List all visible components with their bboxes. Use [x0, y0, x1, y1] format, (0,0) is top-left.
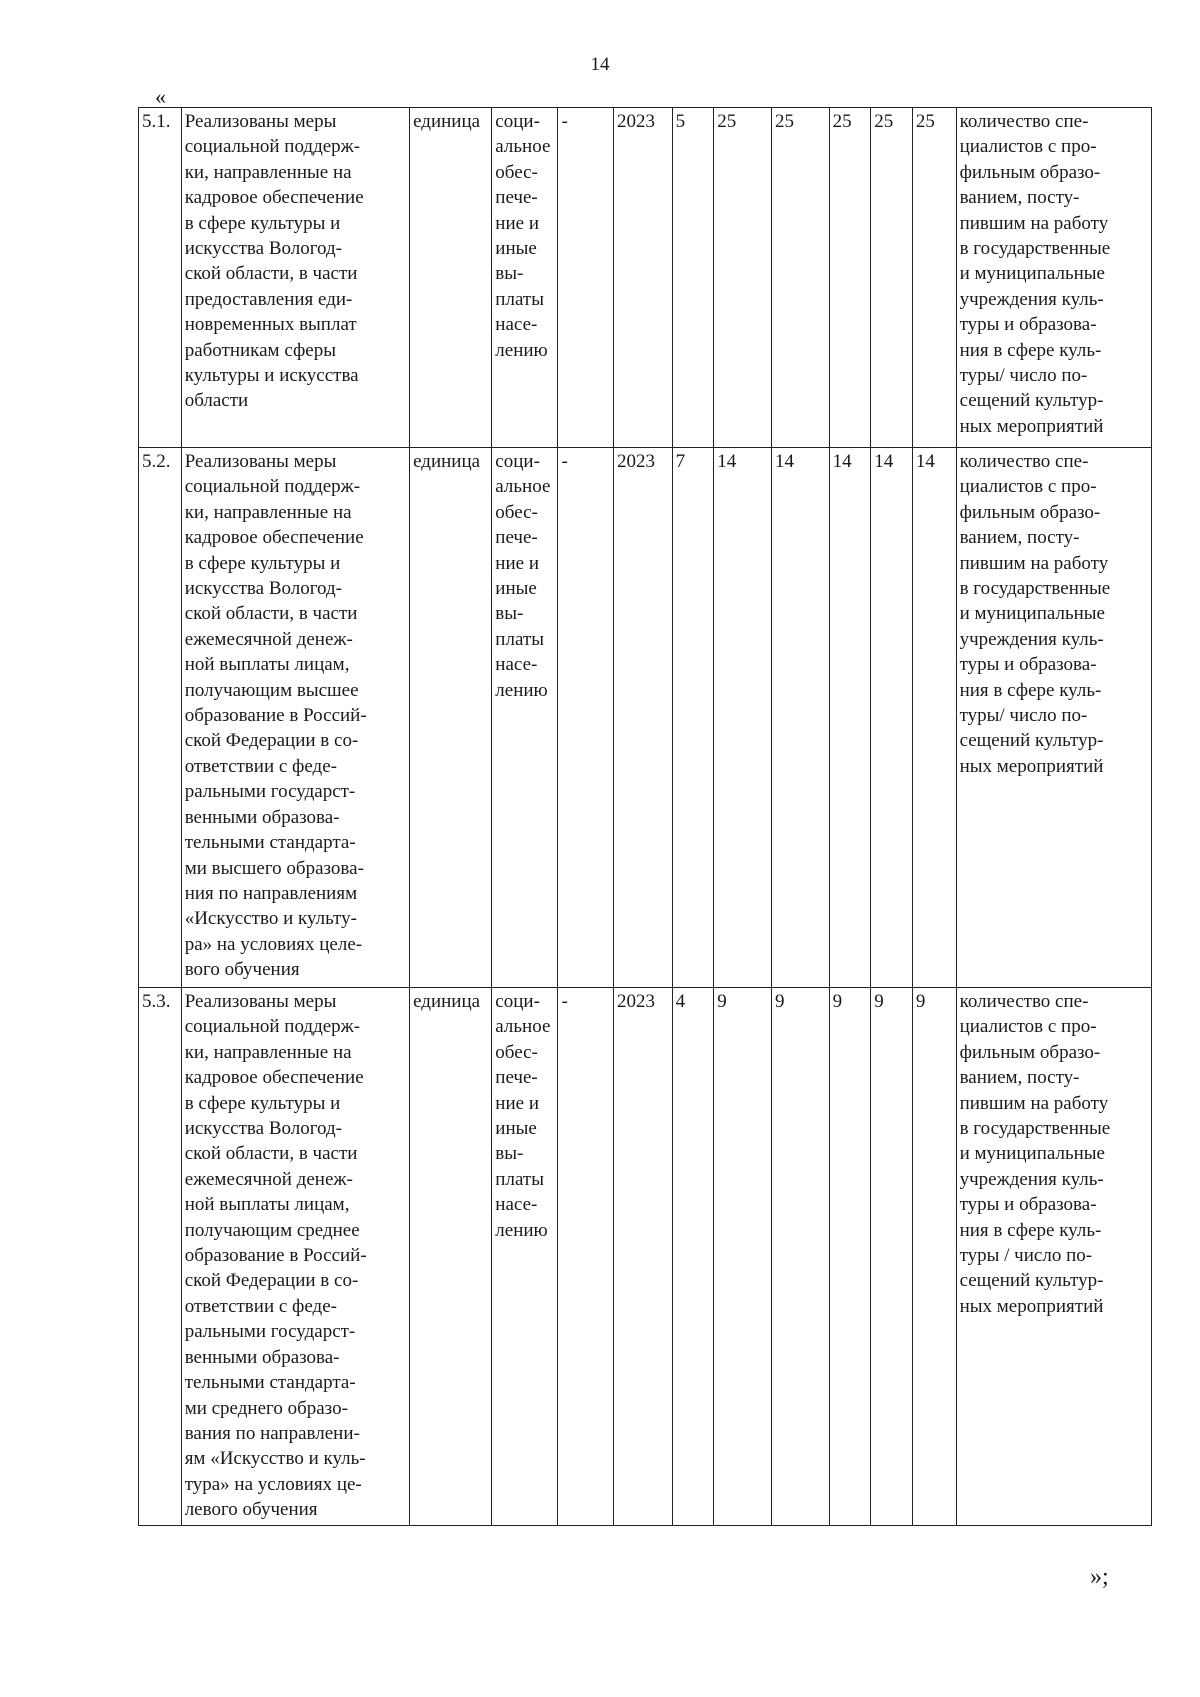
indicator-cell: количество спе- циалистов с про- фильным образо- ванием, посту- пившим на работу в государственные и муниципальные учреждения куль- туры и образова- ния в сфере куль- туры/ число по- сещений культур- ных мероприятий — [956, 108, 1151, 448]
result-name-cell: Реализованы меры социальной поддерж- ки, направленные на кадровое обеспечение в сфере культуры и искусства Вологод- ской области, в части ежемесячной денеж- ной выплаты лицам, получающим среднее образование в Россий- ской Федерации в со- ответствии с феде- ральными государст- венными образова- тельными стандарта- ми среднего образо- вания по направлени- ям «Искусство и куль- тура» на условиях це- левого обучения — [181, 988, 409, 1526]
value-cell-1: 25 — [714, 108, 772, 448]
base-value-cell: 5 — [672, 108, 714, 448]
unit-cell: единица — [410, 108, 492, 448]
table-row — [139, 448, 1152, 988]
value-cell-3: 25 — [829, 108, 871, 448]
value-cell-2: 9 — [771, 988, 829, 1526]
base-year-cell: 2023 — [613, 448, 672, 988]
base-value-cell: 4 — [672, 988, 714, 1526]
indicator-cell: количество спе- циалистов с про- фильным образо- ванием, посту- пившим на работу в государственные и муниципальные учреждения куль- туры и образова- ния в сфере куль- туры/ число по- сещений культур- ных мероприятий — [956, 448, 1151, 988]
closing-quote-mark: »; — [1090, 1564, 1109, 1590]
value-cell-4: 9 — [871, 988, 913, 1526]
base-year-cell: 2023 — [613, 988, 672, 1526]
value-cell-4: 25 — [871, 108, 913, 448]
unit-cell: единица — [410, 988, 492, 1526]
value-cell-5: 25 — [912, 108, 956, 448]
dash-cell: - — [558, 108, 614, 448]
type-cell: соци- альное обес- пече- ние и иные вы- платы насе- лению — [492, 108, 558, 448]
type-cell: соци- альное обес- пече- ние и иные вы- платы насе- лению — [492, 988, 558, 1526]
result-name-cell: Реализованы меры социальной поддерж- ки, направленные на кадровое обеспечение в сфере культуры и искусства Вологод- ской области, в части ежемесячной денеж- ной выплаты лицам, получающим высшее образование в Россий- ской Федерации в со- ответствии с феде- ральными государст- венными образова- тельными стандарта- ми высшего образова- ния по направлениям «Искусство и культу- ра» на условиях целе- вого обучения — [181, 448, 409, 988]
value-cell-4: 14 — [871, 448, 913, 988]
type-cell: соци- альное обес- пече- ние и иные вы- платы насе- лению — [492, 448, 558, 988]
value-cell-1: 14 — [714, 448, 772, 988]
value-cell-5: 9 — [912, 988, 956, 1526]
page-number: 14 — [590, 54, 610, 75]
dash-cell: - — [558, 988, 614, 1526]
indicator-cell: количество спе- циалистов с про- фильным образо- ванием, посту- пившим на работу в государственные и муниципальные учреждения куль- туры и образова- ния в сфере куль- туры / число по- сещений культур- ных мероприятий — [956, 988, 1151, 1526]
value-cell-5: 14 — [912, 448, 956, 988]
table-row — [139, 108, 1152, 448]
opening-quote-mark: « — [155, 84, 166, 109]
row-number-cell: 5.1. — [139, 108, 182, 448]
result-name-cell: Реализованы меры социальной поддерж- ки, направленные на кадровое обеспечение в сфере культуры и искусства Вологод- ской области, в части предоставления еди- новременных выплат работникам сферы культуры и искусства области — [181, 108, 409, 448]
row-number-cell: 5.2. — [139, 448, 182, 988]
row-number-cell: 5.3. — [139, 988, 182, 1526]
value-cell-3: 9 — [829, 988, 871, 1526]
results-table — [138, 107, 1152, 1526]
value-cell-3: 14 — [829, 448, 871, 988]
unit-cell: единица — [410, 448, 492, 988]
value-cell-2: 14 — [771, 448, 829, 988]
value-cell-1: 9 — [714, 988, 772, 1526]
base-value-cell: 7 — [672, 448, 714, 988]
base-year-cell: 2023 — [613, 108, 672, 448]
value-cell-2: 25 — [771, 108, 829, 448]
table-row — [139, 988, 1152, 1526]
dash-cell: - — [558, 448, 614, 988]
